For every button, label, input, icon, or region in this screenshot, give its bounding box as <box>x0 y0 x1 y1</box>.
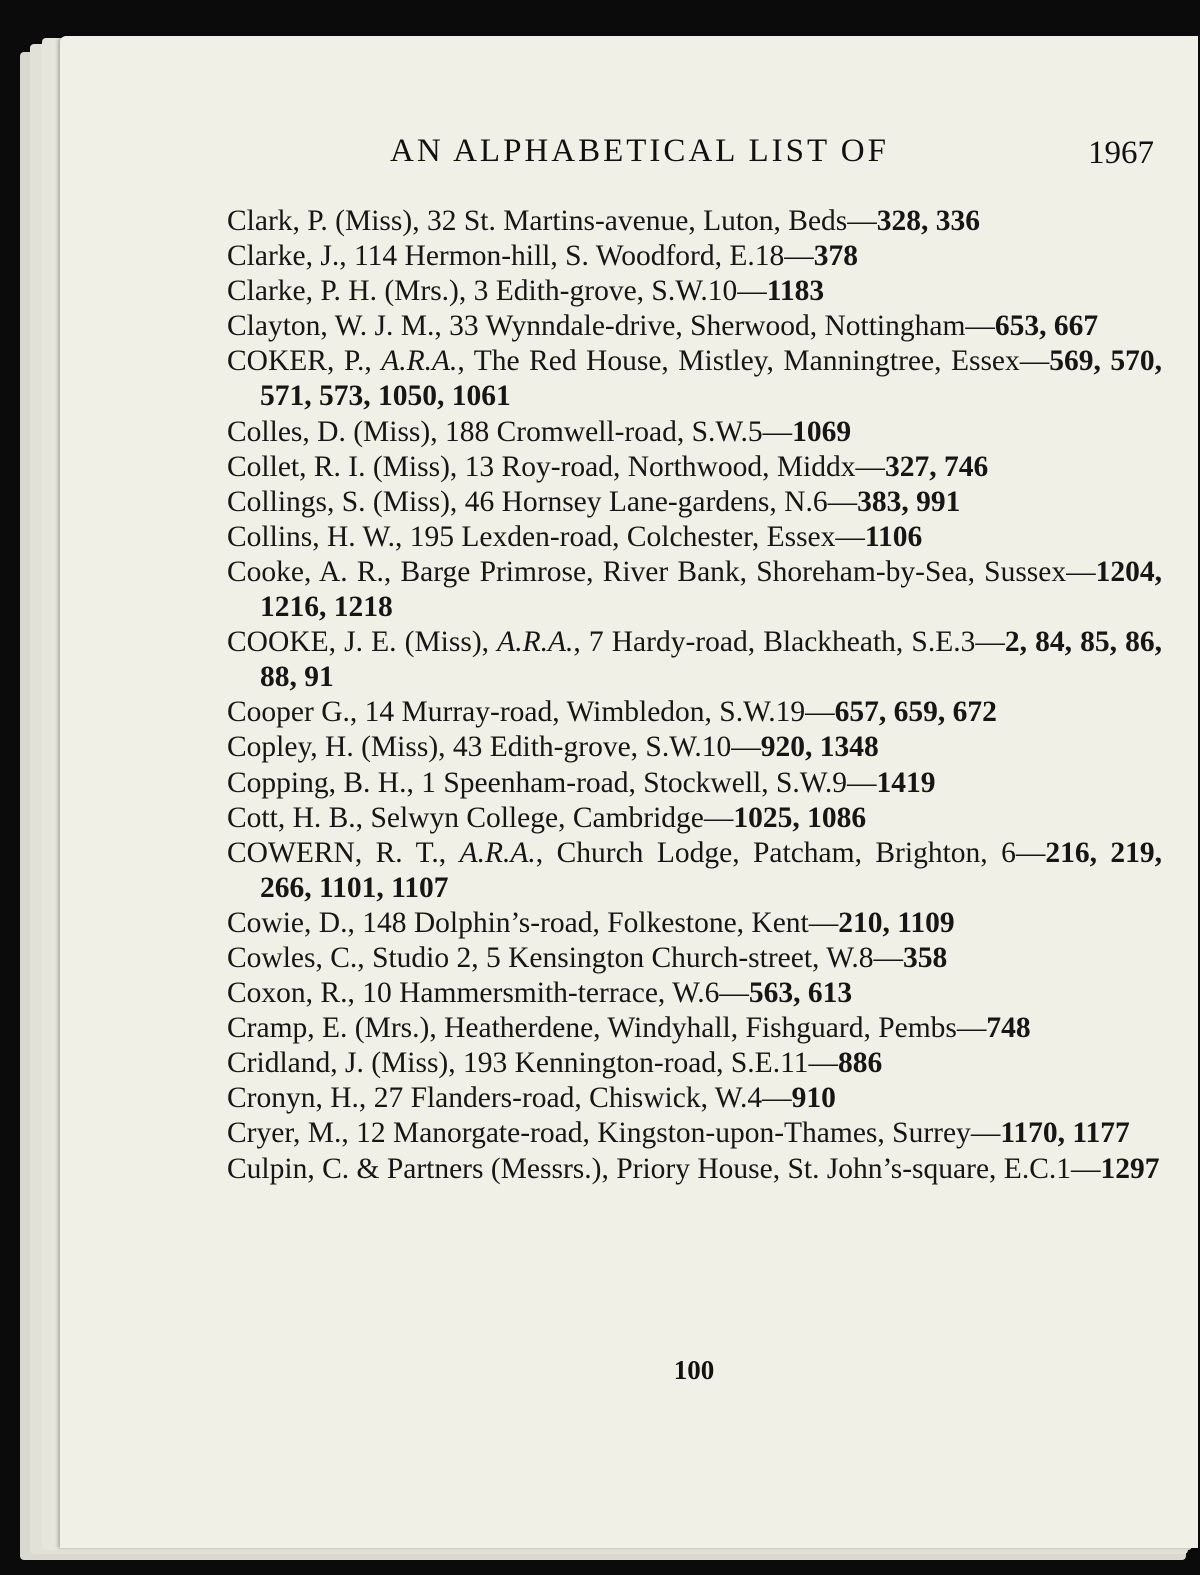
list-item: Clarke, J., 114 Hermon-hill, S. Woodford, E.18—378 <box>227 240 859 273</box>
page-number: 100 <box>673 1355 715 1385</box>
entry-address: 148 Dolphin’s-road, Folkestone, Kent <box>362 906 809 939</box>
entry-catalogue-numbers: 748 <box>986 1012 1031 1045</box>
entry-address: 3 Edith-grove, S.W.10 <box>473 275 738 308</box>
entry-catalogue-numbers: 1025, 1086 <box>733 801 867 834</box>
entry-catalogue-numbers: 210, 1109 <box>838 906 955 939</box>
entry-name: Copping, B. H., <box>227 766 422 799</box>
entry-address: 10 Hammersmith-terrace, W.6 <box>362 977 720 1010</box>
entry-address: Selwyn College, Cambridge <box>370 801 704 834</box>
list-item: COOKE, J. E. (Miss), A.R.A., 7 Hardy-road, Blackheath, S.E.3—2, 84, 85, 86, 88, 91 <box>227 626 1163 694</box>
entry-name: Cryer, M., <box>227 1117 357 1150</box>
entry-catalogue-numbers: 1204, 1216, 1218 <box>260 555 1162 624</box>
entry-catalogue-numbers: 563, 613 <box>748 977 853 1010</box>
list-item: Cridland, J. (Miss), 193 Kennington-road, S.E.11—886 <box>227 1047 883 1080</box>
list-item: Cooper G., 14 Murray-road, Wimbledon, S.W.19—657, 659, 672 <box>227 696 997 729</box>
entry-name: Colles, D. (Miss), <box>227 415 445 448</box>
entry-address: 1 Speenham-road, Stockwell, S.W.9 <box>421 766 848 799</box>
entry-address: 33 Wynndale-drive, Sherwood, Nottingham <box>449 310 966 343</box>
entry-name: COOKE, J. E. (Miss), <box>227 626 498 659</box>
entry-name: Collet, R. I. (Miss), <box>227 450 465 483</box>
entry-catalogue-numbers: 1170, 1177 <box>1000 1117 1130 1150</box>
entry-catalogue-numbers: 1069 <box>792 415 852 448</box>
entry-address: 114 Hermon-hill, S. Woodford, E.18 <box>354 240 785 273</box>
running-head-title: AN ALPHABETICAL LIST OF <box>390 133 889 169</box>
entry-name: COKER, P., <box>227 345 382 378</box>
entry-address: Heatherdene, Windyhall, Fishguard, Pembs <box>444 1012 957 1045</box>
entry-catalogue-numbers: 383, 991 <box>857 485 961 518</box>
list-item: Clark, P. (Miss), 32 St. Martins-avenue, Luton, Beds—328, 336 <box>227 205 981 237</box>
list-item: Culpin, C. & Partners (Messrs.), Priory House, St. John’s-square, E.C.1—1297 <box>227 1152 1160 1185</box>
entry-address: 14 Murray-road, Wimbledon, S.W.19 <box>364 696 806 729</box>
entry-honour: A.R.A. <box>459 836 536 869</box>
entry-address: 27 Flanders-road, Chiswick, W.4 <box>373 1082 763 1115</box>
entry-name: Clark, P. (Miss), <box>227 205 427 237</box>
list-item: COKER, P., A.R.A., The Red House, Mistley, Manningtree, Essex—569, 570, 571, 573, 1050, 1061 <box>227 345 1163 413</box>
entry-name: Coxon, R., <box>227 977 363 1010</box>
entry-name: Cramp, E. (Mrs.), <box>227 1012 445 1045</box>
list-item: Collins, H. W., 195 Lexden-road, Colchester, Essex—1106 <box>227 520 923 553</box>
list-item: COWERN, R. T., A.R.A., Church Lodge, Patcham, Brighton, 6—216, 219, 266, 1101, 1107 <box>227 836 1163 904</box>
entry-name: Clarke, J., <box>227 240 354 273</box>
entry-catalogue-numbers: 657, 659, 672 <box>834 696 997 729</box>
list-item: Cronyn, H., 27 Flanders-road, Chiswick, W.4—910 <box>227 1082 836 1115</box>
entry-name: Collings, S. (Miss), <box>227 485 465 518</box>
entry-honour: A.R.A. <box>381 345 458 378</box>
exhibitor-list <box>227 204 1162 1187</box>
entry-name: COWERN, R. T., <box>227 836 460 869</box>
list-item: Cooke, A. R., Barge Primrose, River Bank, Shoreham-by-Sea, Sussex—1204, 1216, 1218 <box>227 555 1162 624</box>
entry-name: Cowie, D., <box>227 906 363 939</box>
running-head-year: 1967 <box>1088 135 1154 171</box>
entry-catalogue-numbers: 569, 570, 571, 573, 1050, 1061 <box>260 345 1163 413</box>
list-item: Clayton, W. J. M., 33 Wynndale-drive, Sherwood, Nottingham—653, 667 <box>227 310 1099 343</box>
entry-catalogue-numbers: 1183 <box>766 275 825 308</box>
list-item: Cowles, C., Studio 2, 5 Kensington Church-street, W.8—358 <box>227 941 948 974</box>
entry-address: Barge Primrose, River Bank, Shoreham-by-Sea, Sussex <box>400 555 1067 588</box>
entry-name: Clarke, P. H. (Mrs.), <box>227 275 474 308</box>
list-item: Colles, D. (Miss), 188 Cromwell-road, S.W.5—1069 <box>227 415 852 448</box>
entry-catalogue-numbers: 653, 667 <box>994 310 1099 343</box>
entry-address: 193 Kennington-road, S.E.11 <box>463 1047 809 1080</box>
entry-catalogue-numbers: 2, 84, 85, 86, 88, 91 <box>260 626 1163 694</box>
entry-name: Clayton, W. J. M., <box>227 310 450 343</box>
list-item: Clarke, P. H. (Mrs.), 3 Edith-grove, S.W.10—1183 <box>227 275 825 308</box>
entry-name: Cowles, C., <box>227 941 373 974</box>
entry-catalogue-numbers: 910 <box>791 1082 836 1115</box>
entry-address: 46 Hornsey Lane-gardens, N.6 <box>464 485 828 518</box>
entry-name: Collins, H. W., <box>227 520 410 553</box>
entry-name: Cooper G., <box>227 696 365 729</box>
entry-address: 13 Roy-road, Northwood, Middx <box>464 450 856 483</box>
list-item: Cramp, E. (Mrs.), Heatherdene, Windyhall, Fishguard, Pembs—748 <box>227 1012 1031 1045</box>
entry-name: Cridland, J. (Miss), <box>227 1047 463 1080</box>
list-item: Coxon, R., 10 Hammersmith-terrace, W.6—563, 613 <box>227 977 853 1010</box>
entry-catalogue-numbers: 216, 219, 266, 1101, 1107 <box>260 836 1163 904</box>
entry-address: The Red House, Mistley, Manningtree, Essex <box>473 345 1020 378</box>
entry-address: 43 Edith-grove, S.W.10 <box>452 731 732 764</box>
entry-address: 12 Manorgate-road, Kingston-upon-Thames, Surrey <box>356 1117 971 1150</box>
list-item: Copping, B. H., 1 Speenham-road, Stockwell, S.W.9—1419 <box>227 766 936 799</box>
entry-honour: A.R.A. <box>497 626 574 659</box>
entry-catalogue-numbers: 1297 <box>1100 1152 1160 1185</box>
entry-catalogue-numbers: 1106 <box>864 520 923 553</box>
entry-address: 32 St. Martins-avenue, Luton, Beds <box>426 205 848 237</box>
entry-catalogue-numbers: 327, 746 <box>885 450 989 483</box>
entry-address: Priory House, St. John’s-square, E.C.1 <box>616 1152 1071 1185</box>
entry-catalogue-numbers: 378 <box>813 240 859 273</box>
entry-address: Studio 2, 5 Kensington Church-street, W.8 <box>372 941 874 974</box>
entry-address: 188 Cromwell-road, S.W.5 <box>444 415 763 448</box>
entry-address: 7 Hardy-road, Blackheath, S.E.3 <box>588 626 976 659</box>
entry-catalogue-numbers: 1419 <box>876 766 936 799</box>
entry-address: Church Lodge, Patcham, Brighton, 6 <box>556 836 1016 869</box>
entry-catalogue-numbers: 358 <box>903 941 948 974</box>
entry-catalogue-numbers: 328, 336 <box>876 205 981 237</box>
entry-catalogue-numbers: 886 <box>838 1047 883 1080</box>
entry-name: Culpin, C. & Partners (Messrs.), <box>227 1152 617 1185</box>
entry-name: Cott, H. B., <box>227 801 371 834</box>
list-item: Cott, H. B., Selwyn College, Cambridge—1025, 1086 <box>227 801 867 834</box>
list-item: Collings, S. (Miss), 46 Hornsey Lane-gardens, N.6—383, 991 <box>227 485 961 518</box>
list-item: Cryer, M., 12 Manorgate-road, Kingston-upon-Thames, Surrey—1170, 1177 <box>227 1117 1130 1150</box>
list-item: Cowie, D., 148 Dolphin’s-road, Folkestone, Kent—210, 1109 <box>227 906 955 939</box>
entry-name: Cooke, A. R., <box>227 555 401 588</box>
entry-address: 195 Lexden-road, Colchester, Essex <box>409 520 836 553</box>
list-item: Collet, R. I. (Miss), 13 Roy-road, Northwood, Middx—327, 746 <box>227 450 989 483</box>
list-item: Copley, H. (Miss), 43 Edith-grove, S.W.10—920, 1348 <box>227 731 879 764</box>
entry-catalogue-numbers: 920, 1348 <box>760 731 879 764</box>
entry-name: Cronyn, H., <box>227 1082 374 1115</box>
entry-name: Copley, H. (Miss), <box>227 731 453 764</box>
